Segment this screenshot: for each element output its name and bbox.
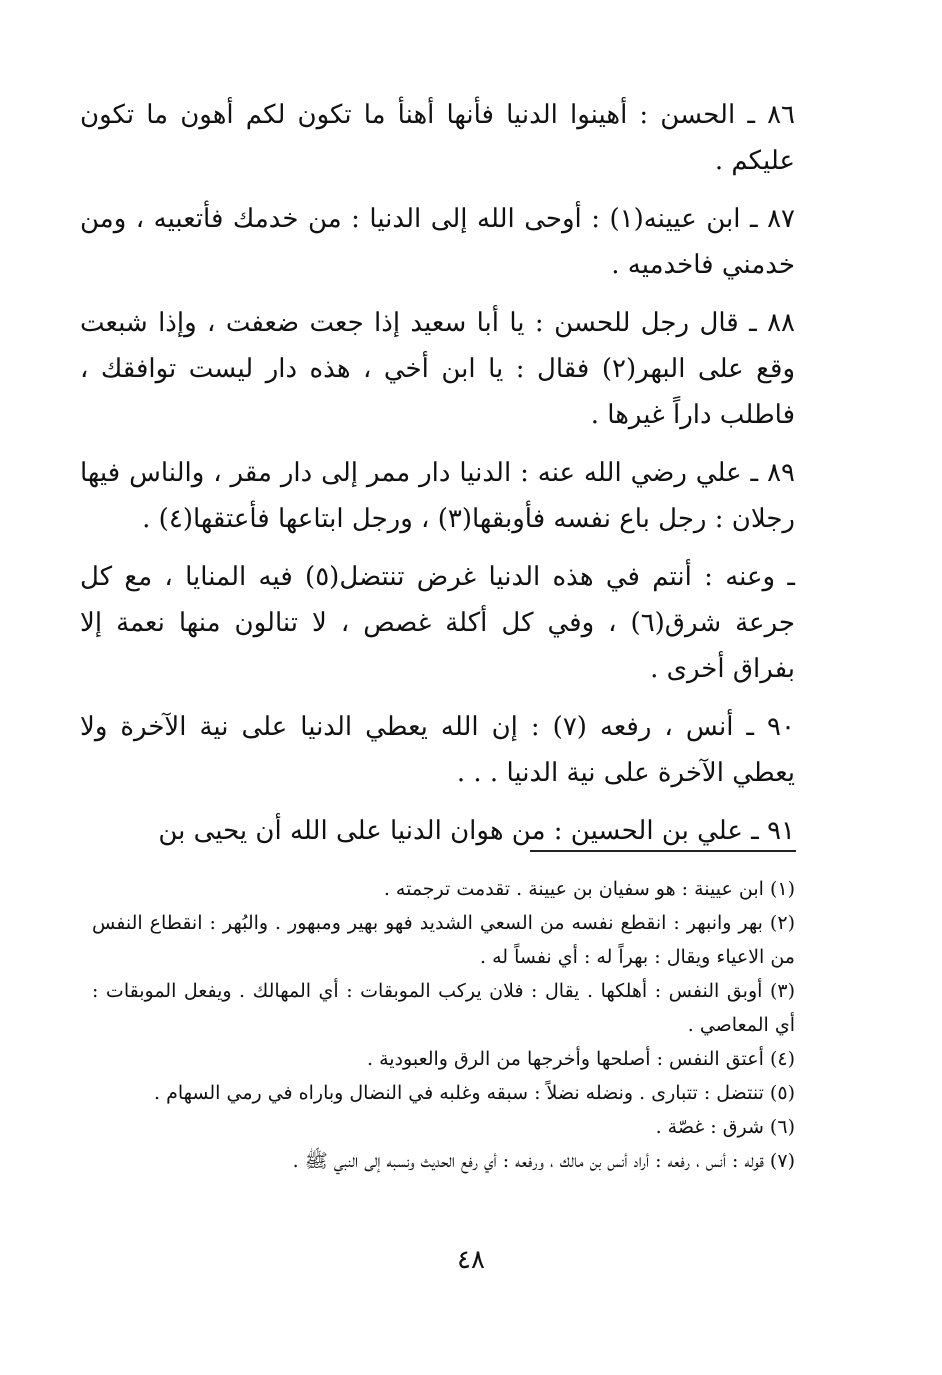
footnote-separator xyxy=(530,850,796,852)
footnote-1: (١) ابن عيينة : هو سفيان بن عيينة . تقدمت ترجمته . xyxy=(383,878,795,900)
paragraph-88: ٨٨ ـ قال رجل للحسن : يا أبا سعيد إذا جعت ضعفت ، وإذا شبعت وقع على البهر(٢) فقال : يا ابن أخي ، هذه دار ليست توافقك ، فاطلب داراً غيرها . xyxy=(80,308,795,430)
footnote-4: (٤) أعتق النفس : أصلحها وأخرجها من الرق والعبودية . xyxy=(367,1048,795,1070)
footnote-3: (٣) أوبق النفس : أهلكها . يقال : فلان يركب الموبقات : أي المهالك . ويفعل الموبقات : أي المعاصي . xyxy=(92,980,795,1036)
footnote-2: (٢) بهر وانبهر : انقطع نفسه من السعي الشديد فهو بهير ومبهور . والبُهر : انقطاع النفس من الاعياء ويقال : بهراً له : أي نفساً له . xyxy=(92,912,795,968)
paragraph-86: ٨٦ ـ الحسن : أهينوا الدنيا فأنها أهنأ ما تكون لكم أهون ما تكون عليكم . xyxy=(80,100,795,176)
footnotes xyxy=(92,872,795,1178)
footnote-5: (٥) تنتضل : تتبارى . ونضله نضلاً : سبقه وغلبه في النضال وباراه في رمي السهام . xyxy=(154,1082,795,1104)
paragraph-90: ٩٠ ـ أنس ، رفعه (٧) : إن الله يعطي الدنيا على نية الآخرة ولا يعطي الآخرة على نية الدنيا . . . xyxy=(80,712,795,788)
paragraph-89-continued: ـ وعنه : أنتم في هذه الدنيا غرض تنتضل(٥) فيه المنايا ، مع كل جرعة شرق(٦) ، وفي كل أكلة غصص ، لا تنالون منها نعمة إلا بفراق أخرى . xyxy=(80,562,795,684)
footnote-6: (٦) شرق : غصّة . xyxy=(655,1116,795,1138)
main-text xyxy=(80,92,795,866)
page-number: ٤٨ xyxy=(457,1245,485,1275)
paragraph-89: ٨٩ ـ علي رضي الله عنه : الدنيا دار ممر إلى دار مقر ، والناس فيها رجلان : رجل باع نفسه فأوبقها(٣) ، ورجل ابتاعها فأعتقها(٤) . xyxy=(80,458,795,534)
footnote-7: (٧) قوله : أنس ، رفعه : أراد أنس بن مالك ، ورفعه : أي رفع الحديث ونسبه إلى النبي ﷺ . xyxy=(292,1150,795,1172)
paragraph-87: ٨٧ ـ ابن عيينه(١) : أوحى الله إلى الدنيا : من خدمك فأتعبيه ، ومن خدمني فاخدميه . xyxy=(80,204,796,280)
paragraph-91: ٩١ ـ علي بن الحسين : من هوان الدنيا على الله أن يحيى بن xyxy=(158,816,795,846)
